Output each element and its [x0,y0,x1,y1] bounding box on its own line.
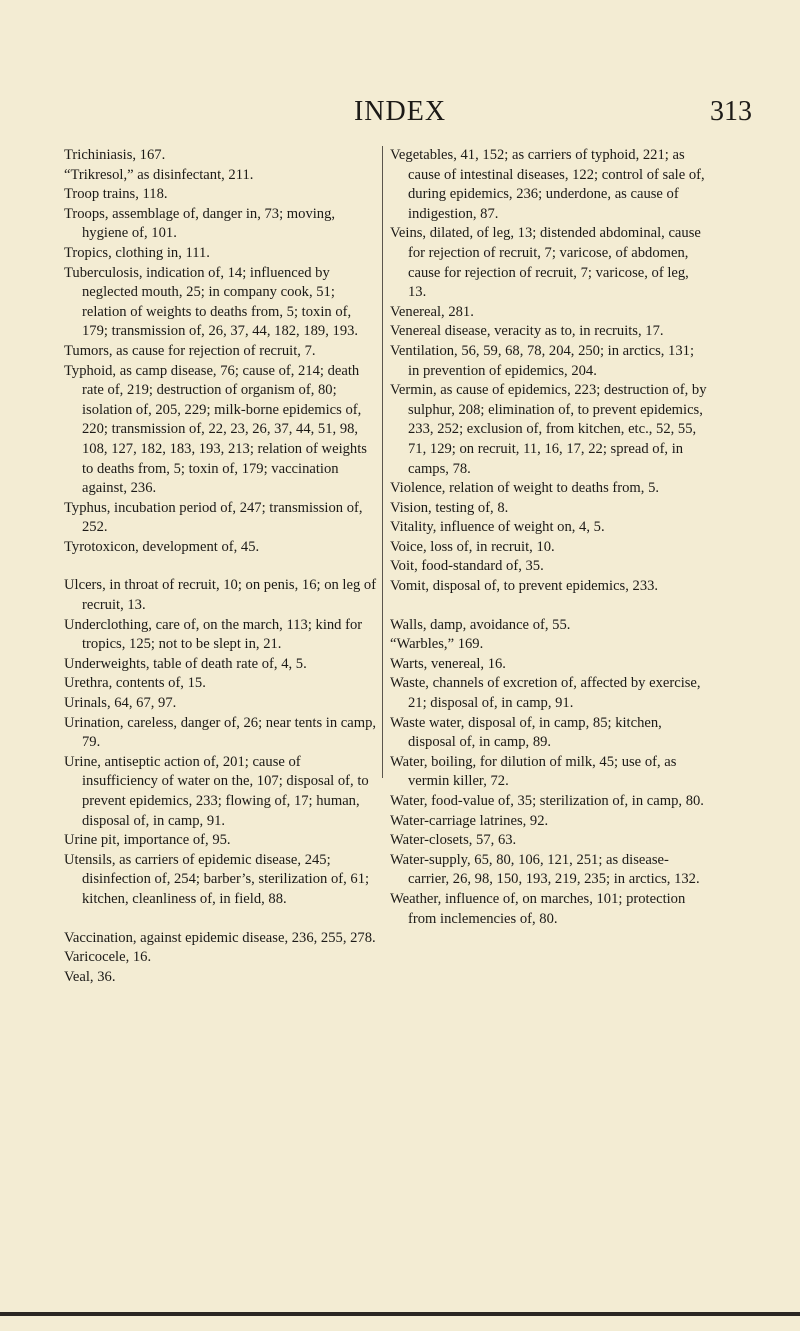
index-entry: Vermin, as cause of epidemics, 223; destruction of, by sulphur, 208; elimination of, to prevent epidemics, 233, 252; exclusion of, from kitchen, etc., 52, 55, 71, 129; on recruit, 11, 16, 17, 22; spread of, in camps, 78. [390,382,707,477]
index-entry: Tyrotoxicon, development of, 45. [64,538,260,555]
index-entry: Varicocele, 16. [64,949,152,966]
index-entry: Warts, venereal, 16. [390,655,506,672]
index-entry: Tropics, clothing in, 111. [64,244,210,261]
index-entry: Trichiniasis, 167. [64,147,166,163]
letter-group-gap [64,910,378,929]
index-entry: Water-supply, 65, 80, 106, 121, 251; as disease-carrier, 26, 98, 150, 193, 219, 235; in arctics, 132. [390,851,700,888]
index-entry: Typhus, incubation period of, 247; transmission of, 252. [64,499,363,536]
index-entry: Urethra, contents of, 15. [64,675,206,692]
index-entry: Troops, assemblage of, danger in, 73; moving, hygiene of, 101. [64,205,336,242]
index-entry: Tumors, as cause for rejection of recruit, 7. [64,342,316,359]
index-entry: Tuberculosis, indication of, 14; influenced by neglected mouth, 25; in company cook, 51; relation of weights to deaths from, 5; toxin of, 179; transmission of, 26, 37, 44, 182, 189, 193. [64,264,359,340]
page-number: 313 [710,96,752,127]
index-entry: Water, food-value of, 35; sterilization of, in camp, 80. [390,793,704,809]
index-entry: Vitality, influence of weight on, 4, 5. [390,519,605,536]
index-entry: Ulcers, in throat of recruit, 10; on penis, 16; on leg of recruit, 13. [64,577,377,614]
index-entry: Venereal, 281. [390,303,474,320]
index-entry: Vegetables, 41, 152; as carriers of typhoid, 221; as cause of intestinal diseases, 122; control of sale of, during epidemics, 236; underdone, as cause of indigestion, 87. [390,147,705,222]
index-column-right [390,146,708,929]
index-entry: Vaccination, against epidemic disease, 236, 255, 278. [64,929,376,946]
index-entry: Veins, dilated, of leg, 13; distended abdominal, cause for rejection of recruit, 7; varicose, of abdomen, cause for rejection of recruit, 7; varicose, of leg, 13. [390,225,701,301]
index-entry: Weather, influence of, on marches, 101; protection from inclemencies of, 80. [390,890,686,927]
index-entry: Underclothing, care of, on the march, 113; kind for tropics, 125; not to be slept in, 21. [64,616,363,653]
letter-group-gap [390,597,708,616]
index-column-left [64,146,378,987]
index-entry: Urination, careless, danger of, 26; near tents in camp, 79. [64,714,377,751]
page-bottom-edge [0,1312,800,1316]
index-entry: Water-carriage latrines, 92. [390,812,549,829]
index-entry: Urinals, 64, 67, 97. [64,695,177,712]
index-entry: Violence, relation of weight to deaths from, 5. [390,480,660,497]
index-entry: “Trikresol,” as disinfectant, 211. [64,166,254,183]
index-entry: Walls, damp, avoidance of, 55. [390,616,571,633]
letter-group-gap [64,557,378,576]
index-entry: Water-closets, 57, 63. [390,832,517,849]
index-entry: Underweights, table of death rate of, 4, 5. [64,655,307,672]
index-entry: Veal, 36. [64,968,116,985]
index-entry: Voice, loss of, in recruit, 10. [390,538,555,555]
index-entry: Waste water, disposal of, in camp, 85; kitchen, disposal of, in camp, 89. [390,714,662,751]
index-entry: “Warbles,” 169. [390,636,484,653]
index-entry: Typhoid, as camp disease, 76; cause of, 214; death rate of, 219; destruction of organism of, 80; isolation of, 205, 229; milk-borne epidemics of, 220; transmission of, 22, 23, 26, 37, 44, 51, 98, 108, 127, 182, 183, 193, 213; relation of weights to deaths from, 5; toxin of, 179; vaccination against, 236. [64,362,367,497]
index-entry: Venereal disease, veracity as to, in recruits, 17. [390,323,664,340]
index-entry: Vomit, disposal of, to prevent epidemics, 233. [390,578,659,595]
index-entry: Water, boiling, for dilution of milk, 45; use of, as vermin killer, 72. [390,753,677,790]
index-entry: Waste, channels of excretion of, affected by exercise, 21; disposal of, in camp, 91. [390,675,701,712]
column-divider [382,146,383,778]
index-entry: Utensils, as carriers of epidemic disease, 245; disinfection of, 254; barber’s, sterilization of, 61; kitchen, cleanliness of, in field, 88. [64,851,370,907]
index-entry: Voit, food-standard of, 35. [390,558,544,575]
index-entry: Vision, testing of, 8. [390,499,509,516]
page-title: INDEX [353,96,447,127]
index-entry: Urine, antiseptic action of, 201; cause of insufficiency of water on the, 107; disposal of, to prevent epidemics, 233; flowing of, 17; human, disposal of, in camp, 91. [64,753,369,829]
index-entry: Urine pit, importance of, 95. [64,832,231,849]
index-entry: Troop trains, 118. [64,186,168,203]
index-entry: Ventilation, 56, 59, 68, 78, 204, 250; in arctics, 131; in prevention of epidemics, 204. [390,342,695,379]
